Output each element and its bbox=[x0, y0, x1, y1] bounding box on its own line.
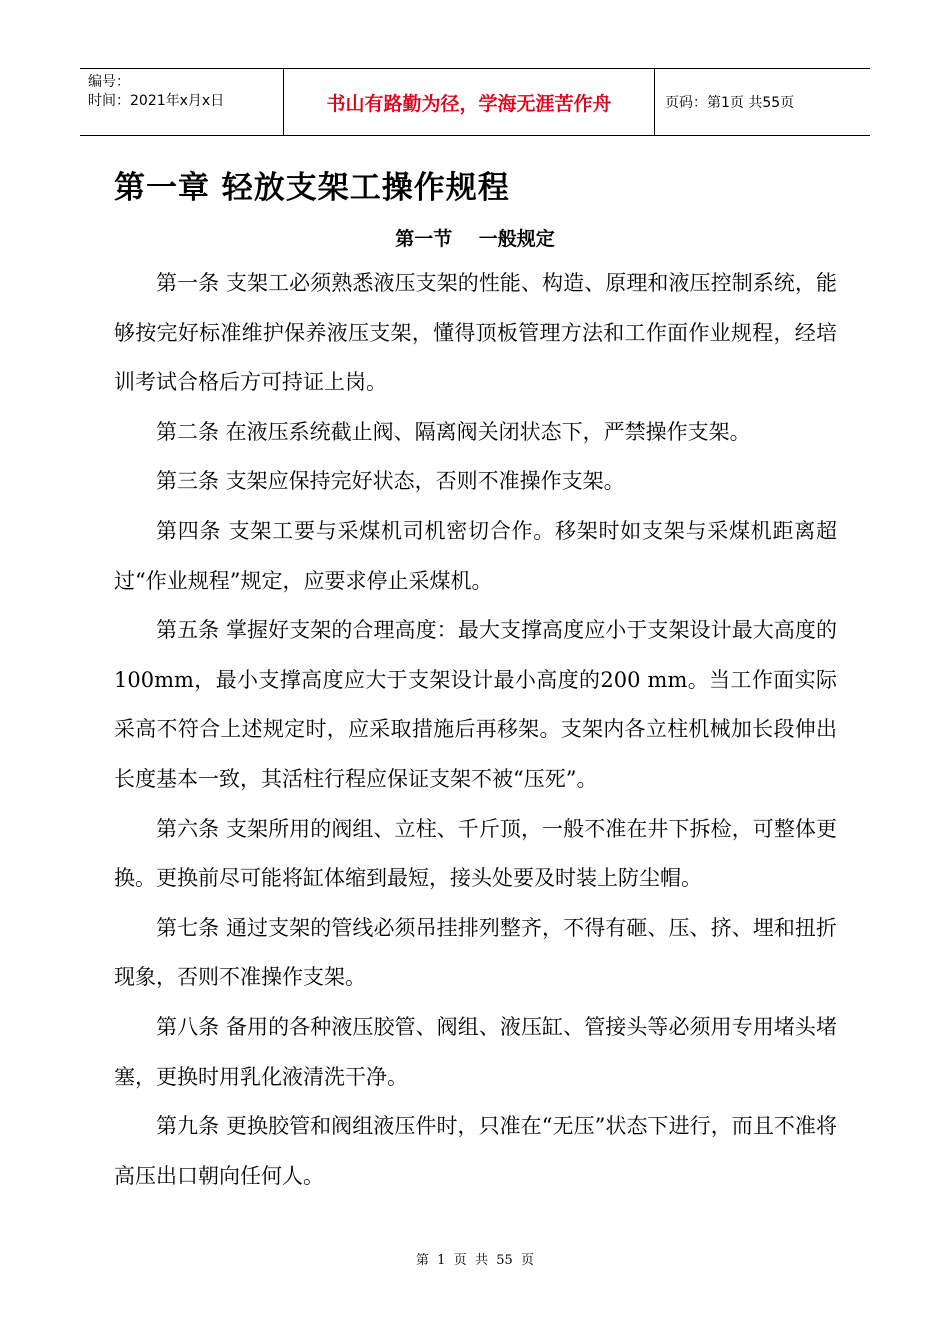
header-meta bbox=[80, 69, 283, 135]
header-page-info: 页码：第1页 共55页 bbox=[665, 95, 795, 111]
chapter-title: 第一章 轻放支架工操作规程 bbox=[114, 170, 510, 206]
article-8: 第八条 备用的各种液压胶管、阀组、液压缸、管接头等必须用专用堵头堵塞，更换时用乳化液清洗干净。 bbox=[114, 1014, 837, 1089]
article-list bbox=[114, 259, 837, 1201]
article-7: 第七条 通过支架的管线必须吊挂排列整齐，不得有砸、压、挤、埋和扭折现象，否则不准操作支架。 bbox=[114, 915, 837, 990]
page-header bbox=[80, 68, 870, 136]
article-2: 第二条 在液压系统截止阀、隔离阀关闭状态下，严禁操作支架。 bbox=[156, 419, 751, 444]
article-9: 第九条 更换胶管和阀组液压件时，只准在“无压”状态下进行，而且不准将高压出口朝向任何人。 bbox=[114, 1114, 837, 1188]
section-title: 第一节 一般规定 bbox=[395, 228, 555, 250]
page-footer: 第 1 页 共 55 页 bbox=[415, 1253, 535, 1268]
article-6: 第六条 支架所用的阀组、立柱、千斤顶，一般不准在井下拆检，可整体更换。更换前尽可能将缸体缩到最短，接头处要及时装上防尘帽。 bbox=[114, 816, 837, 891]
article-4: 第四条 支架工要与采煤机司机密切合作。移架时如支架与采煤机距离超过“作业规程”规定，应要求停止采煤机。 bbox=[114, 518, 837, 593]
number-label: 编号： bbox=[88, 74, 130, 90]
article-3: 第三条 支架应保持完好状态，否则不准操作支架。 bbox=[156, 469, 625, 494]
time-label: 时间：2021年x月x日 bbox=[88, 93, 225, 109]
article-1: 第一条 支架工必须熟悉液压支架的性能、构造、原理和液压控制系统，能够按完好标准维护保养液压支架，懂得顶板管理方法和工作面作业规程，经培训考试合格后方可持证上岗。 bbox=[114, 271, 837, 395]
article-5: 第五条 掌握好支架的合理高度：最大支撑高度应小于支架设计最大高度的100mm，最小支撑高度应大于支架设计最小高度的200 mm。当工作面实际采高不符合上述规定时，应采取措施后再移架。支架内各立柱机械加长段伸出长度基本一致，其活柱行程应保证支架不被“压死”。 bbox=[114, 618, 837, 791]
header-motto: 书山有路勤为径，学海无涯苦作舟 bbox=[283, 69, 655, 135]
